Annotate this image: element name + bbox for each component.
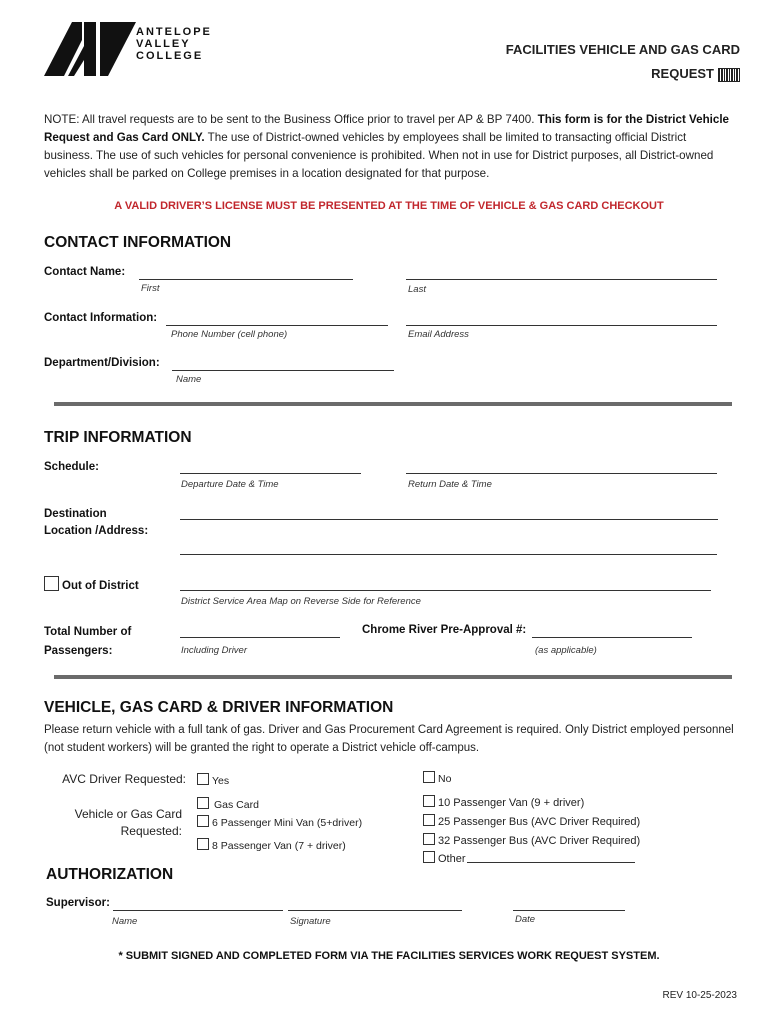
logo-text [136,26,212,62]
contact-section-title: CONTACT INFORMATION [44,234,232,251]
option-other[interactable] [423,851,466,865]
25-passenger-bus-checkbox[interactable] [423,814,435,826]
barcode-icon [718,68,740,82]
32-passenger-bus-checkbox[interactable] [423,833,435,845]
email-field[interactable] [406,325,717,326]
destination-label-line-1: Destination [44,508,107,520]
driver-no-option[interactable] [423,771,451,785]
passengers-label-line-2: Passengers: [44,645,113,657]
out-of-district-checkbox[interactable] [44,576,59,591]
phone-field[interactable] [166,325,388,326]
departure-field[interactable] [180,473,361,474]
phone-caption: Phone Number (cell phone) [171,329,288,340]
first-name-field[interactable] [139,279,353,280]
logo-line-1: ANTELOPE [136,26,212,38]
vehicle-requested-label [44,806,182,840]
note-text-1: NOTE: All travel requests are to be sent to the Business Office prior to travel per AP & BP 7400. [44,113,535,126]
note-bold-text: This form is for the District Vehicle Request and Gas Card ONLY. [44,113,729,144]
travel-note [44,111,734,183]
department-label: Department/Division: [44,357,160,369]
8-passenger-van-label: 8 Passenger Van (7 + driver) [212,840,346,852]
option-6-passenger-van[interactable] [197,815,362,829]
supervisor-date-caption: Date [515,914,536,925]
driver-yes-checkbox[interactable] [197,773,209,785]
destination-field-1[interactable] [180,519,718,520]
contact-name-label: Contact Name: [44,266,126,278]
32-passenger-bus-label: 32 Passenger Bus (AVC Driver Required) [438,835,641,847]
form-title [506,38,740,86]
authorization-section-title: AUTHORIZATION [46,866,174,883]
trip-section-title: TRIP INFORMATION [44,429,192,446]
license-warning: A VALID DRIVER’S LICENSE MUST BE PRESENTED AT THE TIME OF VEHICLE & GAS CARD CHECKOUT [114,200,664,212]
logo-line-2: VALLEY [136,38,191,50]
section-divider-2 [54,675,732,679]
10-passenger-van-label: 10 Passenger Van (9 + driver) [438,797,585,809]
vehicle-label-line-2: Requested: [120,824,182,838]
driver-no-label: No [438,773,452,785]
college-logo [44,20,244,80]
email-caption: Email Address [408,329,469,340]
department-field[interactable] [172,370,394,371]
out-of-district-field[interactable] [180,590,711,591]
form-title-line-1: FACILITIES VEHICLE AND GAS CARD [505,42,740,57]
option-gas-card[interactable] [197,797,259,811]
25-passenger-bus-label: 25 Passenger Bus (AVC Driver Required) [438,816,641,828]
10-passenger-van-checkbox[interactable] [423,795,435,807]
contact-info-label: Contact Information: [44,312,158,324]
destination-label [44,506,148,540]
other-label: Other [438,853,466,865]
vehicle-description: Please return vehicle with a full tank of gas. Driver and Gas Procurement Card Agreement is required. Only District employed personnel (not student workers) will be granted the right to operate a District vehicle off-campus. [44,724,734,754]
driver-requested-label: AVC Driver Requested: [62,772,186,786]
supervisor-signature-field[interactable] [288,910,462,911]
out-of-district-option[interactable] [44,576,139,592]
submit-instruction: * SUBMIT SIGNED AND COMPLETED FORM VIA THE FACILITIES SERVICES WORK REQUEST SYSTEM. [118,950,660,962]
return-field[interactable] [406,473,717,474]
schedule-label: Schedule: [44,461,99,473]
passengers-label-line-1: Total Number of [44,626,132,638]
supervisor-name-field[interactable] [113,910,283,911]
supervisor-signature-caption: Signature [290,916,331,927]
6-passenger-van-checkbox[interactable] [197,815,209,827]
passengers-label [44,623,131,661]
return-caption: Return Date & Time [408,479,492,490]
out-of-district-label: Out of District [62,580,139,592]
driver-no-checkbox[interactable] [423,771,435,783]
8-passenger-van-checkbox[interactable] [197,838,209,850]
driver-yes-label: Yes [212,775,230,787]
vehicle-section-title: VEHICLE, GAS CARD & DRIVER INFORMATION [44,699,394,716]
option-32-passenger-bus[interactable] [423,833,640,847]
other-field[interactable] [467,862,635,863]
destination-field-2[interactable] [180,554,717,555]
gas-card-label: Gas Card [214,799,259,811]
chrome-river-field[interactable] [532,637,692,638]
last-name-caption: Last [408,284,426,295]
option-8-passenger-van[interactable] [197,838,346,852]
passengers-caption: Including Driver [181,645,247,656]
passengers-field[interactable] [180,637,340,638]
supervisor-label: Supervisor: [46,897,110,909]
supervisor-name-caption: Name [112,916,138,927]
logo-mark-icon [44,20,136,80]
vehicle-label-line-1: Vehicle or Gas Card [74,807,182,821]
6-passenger-van-label: 6 Passenger Mini Van (5+driver) [212,817,363,829]
department-caption: Name [176,374,202,385]
departure-caption: Departure Date & Time [181,479,279,490]
note-text-2: The use of District-owned vehicles by employees shall be limited to transacting official District business. The use of such vehicles for personal convenience is prohibited. When not in use for District purposes, all District-owned vehicles shall be parked on College premises in a location designated for that purpose. [44,131,714,180]
option-10-passenger-van[interactable] [423,795,584,809]
form-title-line-2: REQUEST [651,66,714,81]
revision-label: REV 10-25-2023 [662,990,737,1001]
other-checkbox[interactable] [423,851,435,863]
destination-label-line-2: Location /Address: [44,525,149,537]
logo-line-3: COLLEGE [136,50,204,62]
first-name-caption: First [141,283,160,294]
section-divider-1 [54,402,732,406]
option-25-passenger-bus[interactable] [423,814,640,828]
chrome-river-label: Chrome River Pre-Approval #: [362,624,527,636]
supervisor-date-field[interactable] [513,910,625,911]
district-map-caption: District Service Area Map on Reverse Side for Reference [181,596,421,607]
chrome-river-caption: (as applicable) [535,645,597,656]
gas-card-checkbox[interactable] [197,797,209,809]
last-name-field[interactable] [406,279,717,280]
driver-yes-option[interactable] [197,773,229,787]
